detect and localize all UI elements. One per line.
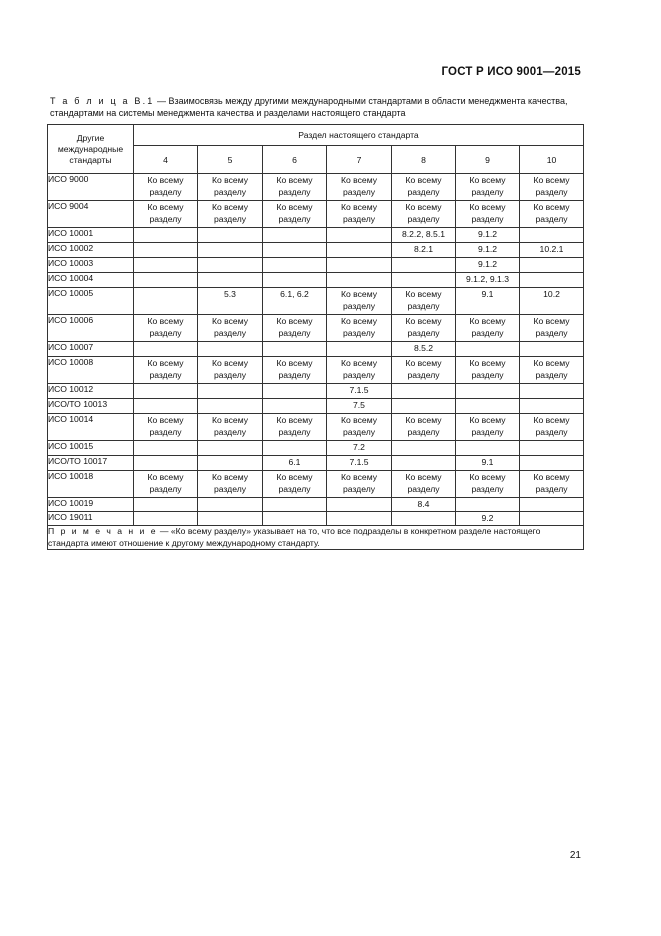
stub-header: Другие международные стандарты (48, 125, 134, 174)
table-cell (327, 258, 392, 273)
table-cell: 7.1.5 (327, 456, 392, 471)
table-cell (456, 342, 520, 357)
standard-name: ИСО 10014 (48, 414, 134, 441)
table-cell: Ко всему разделу (327, 201, 392, 228)
table-cell: Ко всему разделу (134, 414, 198, 441)
standard-name: ИСО 9000 (48, 174, 134, 201)
table-cell: 10.2.1 (520, 243, 584, 258)
table-cell (198, 273, 263, 288)
table-cell (134, 512, 198, 526)
column-header: 4 (134, 146, 198, 174)
table-cell: 9.1.2 (456, 258, 520, 273)
table-row (48, 357, 584, 384)
table-cell (134, 384, 198, 399)
table-cell: Ко всему разделу (520, 201, 584, 228)
table-row (48, 243, 584, 258)
table-cell (134, 273, 198, 288)
standard-name: ИСО 10002 (48, 243, 134, 258)
section-span-header: Раздел настоящего стандарта (134, 125, 584, 146)
table-cell: Ко всему разделу (392, 414, 456, 441)
table-row (48, 399, 584, 414)
standard-name: ИСО 10001 (48, 228, 134, 243)
table-cell (327, 228, 392, 243)
table-cell (198, 441, 263, 456)
table-cell (134, 399, 198, 414)
table-cell (263, 258, 327, 273)
note-label: П р и м е ч а н и е (48, 526, 158, 536)
table-row (48, 315, 584, 342)
table-cell (327, 498, 392, 512)
column-header: 10 (520, 146, 584, 174)
table-cell (520, 441, 584, 456)
table-cell: Ко всему разделу (134, 357, 198, 384)
table-row (48, 471, 584, 498)
table-cell: 10.2 (520, 288, 584, 315)
table-cell: Ко всему разделу (456, 201, 520, 228)
table-cell: Ко всему разделу (198, 174, 263, 201)
table-note (48, 526, 584, 550)
table-cell (198, 384, 263, 399)
table-cell: 8.2.2, 8.5.1 (392, 228, 456, 243)
table-cell: 9.1.2 (456, 228, 520, 243)
table-cell: 7.2 (327, 441, 392, 456)
table-cell (198, 456, 263, 471)
caption-text: — Взаимосвязь между другими международными стандартами в области менеджмента качества, (154, 96, 568, 106)
table-cell (198, 228, 263, 243)
table-cell (198, 498, 263, 512)
table-cell (520, 498, 584, 512)
table-row (48, 512, 584, 526)
table-cell: 6.1 (263, 456, 327, 471)
standard-name: ИСО 10005 (48, 288, 134, 315)
table-cell: Ко всему разделу (327, 471, 392, 498)
standard-name: ИСО 19011 (48, 512, 134, 526)
table-row (48, 258, 584, 273)
table-cell: Ко всему разделу (198, 201, 263, 228)
table-cell: Ко всему разделу (456, 357, 520, 384)
page-number: 21 (569, 850, 581, 861)
table-cell (456, 384, 520, 399)
table-cell (134, 342, 198, 357)
table-cell (456, 399, 520, 414)
table-cell: Ко всему разделу (198, 315, 263, 342)
table-cell (134, 228, 198, 243)
table-cell (198, 399, 263, 414)
table-cell (134, 288, 198, 315)
table-row (48, 174, 584, 201)
table-cell: Ко всему разделу (520, 357, 584, 384)
table-cell (520, 384, 584, 399)
table-row (48, 288, 584, 315)
table-cell: Ко всему разделу (263, 315, 327, 342)
table-cell (456, 498, 520, 512)
column-header: 7 (327, 146, 392, 174)
table-cell: Ко всему разделу (263, 471, 327, 498)
standard-name: ИСО 10004 (48, 273, 134, 288)
table-cell: Ко всему разделу (520, 315, 584, 342)
table-cell (520, 228, 584, 243)
standard-name: ИСО 10008 (48, 357, 134, 384)
table-cell: Ко всему разделу (263, 174, 327, 201)
table-cell: Ко всему разделу (134, 471, 198, 498)
table-cell: Ко всему разделу (456, 471, 520, 498)
table-cell (327, 342, 392, 357)
table-row (48, 342, 584, 357)
table-cell (327, 512, 392, 526)
table-cell: Ко всему разделу (392, 471, 456, 498)
table-cell (520, 512, 584, 526)
note-text: — «Ко всему разделу» указывает на то, что все подразделы в конкретном разделе настоящего стандарта имеют отношение к другому международному стандарту. (48, 526, 541, 548)
table-cell: 7.1.5 (327, 384, 392, 399)
table-cell: 9.1 (456, 288, 520, 315)
table-cell (263, 498, 327, 512)
table-cell: Ко всему разделу (198, 357, 263, 384)
column-header: 8 (392, 146, 456, 174)
table-row (48, 384, 584, 399)
table-cell: Ко всему разделу (392, 357, 456, 384)
table-cell: Ко всему разделу (327, 174, 392, 201)
table-cell (134, 441, 198, 456)
table-cell: Ко всему разделу (456, 174, 520, 201)
table-cell: Ко всему разделу (263, 201, 327, 228)
table-cell (520, 399, 584, 414)
table-cell (134, 498, 198, 512)
standard-name: ИСО 10003 (48, 258, 134, 273)
table-cell (198, 258, 263, 273)
column-header: 5 (198, 146, 263, 174)
table-cell: Ко всему разделу (134, 201, 198, 228)
table-cell (263, 512, 327, 526)
standard-name: ИСО 10006 (48, 315, 134, 342)
table-cell: Ко всему разделу (134, 315, 198, 342)
table-cell: Ко всему разделу (520, 174, 584, 201)
table-cell: 7.5 (327, 399, 392, 414)
standard-name: ИСО 10015 (48, 441, 134, 456)
table-cell (134, 258, 198, 273)
table-cell: Ко всему разделу (134, 174, 198, 201)
table-cell: Ко всему разделу (263, 414, 327, 441)
table-cell: 9.1 (456, 456, 520, 471)
table-row (48, 414, 584, 441)
document-code: ГОСТ Р ИСО 9001—2015 (441, 66, 581, 78)
standard-name: ИСО 10007 (48, 342, 134, 357)
table-cell: Ко всему разделу (456, 315, 520, 342)
column-header: 9 (456, 146, 520, 174)
table-cell (392, 512, 456, 526)
table-cell: Ко всему разделу (327, 414, 392, 441)
table-cell (263, 273, 327, 288)
table-cell (327, 243, 392, 258)
table-cell (134, 243, 198, 258)
table-row (48, 273, 584, 288)
table-cell: Ко всему разделу (327, 288, 392, 315)
table-cell: 8.4 (392, 498, 456, 512)
table-cell: Ко всему разделу (392, 315, 456, 342)
table-cell (520, 273, 584, 288)
table-cell (263, 243, 327, 258)
table-cell: 9.2 (456, 512, 520, 526)
standards-table (47, 124, 584, 550)
table-cell (263, 441, 327, 456)
table-cell (392, 456, 456, 471)
table-cell: Ко всему разделу (520, 414, 584, 441)
table-cell (520, 342, 584, 357)
table-row (48, 441, 584, 456)
table-cell (456, 441, 520, 456)
table-row (48, 456, 584, 471)
table-cell: Ко всему разделу (392, 288, 456, 315)
table-cell (263, 399, 327, 414)
table-cell: Ко всему разделу (198, 414, 263, 441)
standard-name: ИСО/ТО 10013 (48, 399, 134, 414)
table-cell: 8.2.1 (392, 243, 456, 258)
table-cell (198, 512, 263, 526)
table-cell: Ко всему разделу (327, 315, 392, 342)
table-cell (392, 384, 456, 399)
table-cell (520, 258, 584, 273)
table-cell: 6.1, 6.2 (263, 288, 327, 315)
table-cell: 9.1.2 (456, 243, 520, 258)
standard-name: ИСО 9004 (48, 201, 134, 228)
table-cell: Ко всему разделу (392, 174, 456, 201)
table-cell (263, 228, 327, 243)
caption-label: Т а б л и ц а В.1 (50, 96, 155, 106)
table-caption (50, 96, 610, 119)
table-row (48, 498, 584, 512)
table-cell (263, 342, 327, 357)
table-cell (198, 243, 263, 258)
table-row (48, 201, 584, 228)
table-cell (392, 258, 456, 273)
table-cell (327, 273, 392, 288)
table-cell: Ко всему разделу (198, 471, 263, 498)
table-cell (392, 441, 456, 456)
table-cell: 5.3 (198, 288, 263, 315)
table-cell: 8.5.2 (392, 342, 456, 357)
table-cell (134, 456, 198, 471)
table-cell (520, 456, 584, 471)
table-cell: Ко всему разделу (456, 414, 520, 441)
column-header: 6 (263, 146, 327, 174)
table-cell: Ко всему разделу (327, 357, 392, 384)
table-cell (392, 273, 456, 288)
table-cell (392, 399, 456, 414)
table-cell: 9.1.2, 9.1.3 (456, 273, 520, 288)
standard-name: ИСО 10018 (48, 471, 134, 498)
standard-name: ИСО 10012 (48, 384, 134, 399)
standard-name: ИСО 10019 (48, 498, 134, 512)
table-cell (198, 342, 263, 357)
table-cell: Ко всему разделу (392, 201, 456, 228)
table-cell: Ко всему разделу (263, 357, 327, 384)
table-cell: Ко всему разделу (520, 471, 584, 498)
caption-text-line2: стандартами на системы менеджмента качества и разделами настоящего стандарта (50, 107, 406, 118)
table-cell (263, 384, 327, 399)
table-row (48, 228, 584, 243)
standard-name: ИСО/ТО 10017 (48, 456, 134, 471)
